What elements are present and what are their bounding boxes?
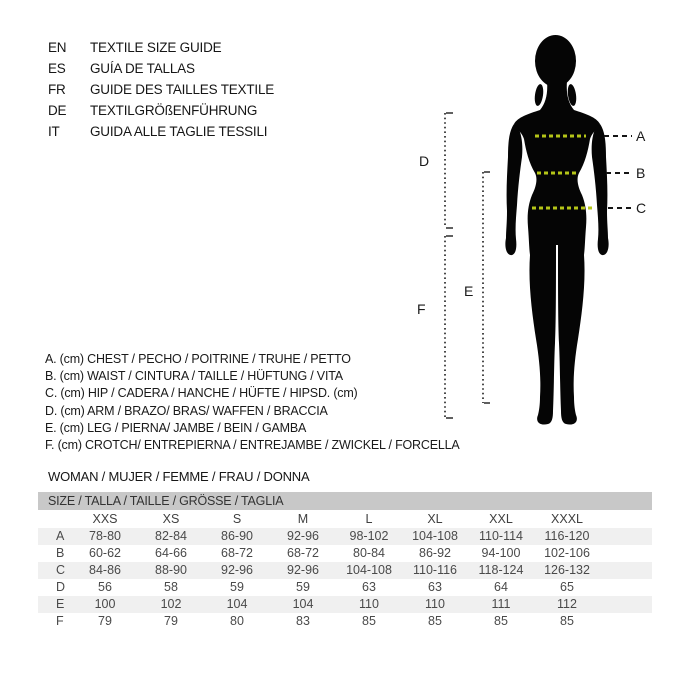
row-value: 63 bbox=[428, 580, 442, 594]
language-title: TEXTILE SIZE GUIDE bbox=[90, 40, 222, 55]
row-value: 86-92 bbox=[419, 546, 451, 560]
size-columns-row bbox=[38, 510, 652, 528]
row-value: 98-102 bbox=[349, 529, 389, 543]
table-row bbox=[38, 528, 652, 545]
language-code: ES bbox=[48, 61, 66, 76]
row-value: 80-84 bbox=[353, 546, 385, 560]
row-letter: E bbox=[56, 597, 65, 611]
size-column-label: S bbox=[232, 512, 242, 526]
table-row bbox=[38, 596, 652, 613]
row-letter: B bbox=[56, 546, 65, 560]
hip-label: C bbox=[636, 200, 647, 216]
row-value: 64-66 bbox=[155, 546, 187, 560]
row-letter: A bbox=[56, 529, 65, 543]
row-value: 110 bbox=[359, 597, 379, 611]
size-column-label: XXL bbox=[489, 512, 513, 526]
size-table-body bbox=[38, 528, 652, 630]
row-value: 100 bbox=[94, 597, 116, 611]
row-value: 111 bbox=[491, 597, 511, 611]
language-code: IT bbox=[48, 124, 60, 139]
row-value: 86-90 bbox=[221, 529, 253, 543]
measurement-item: E. (cm) LEG / PIERNA/ JAMBE / BEIN / GAMBA bbox=[45, 420, 307, 435]
measurement-item: F. (cm) CROTCH/ ENTREPIERNA / ENTREJAMBE / ZWICKEL / FORCELLA bbox=[45, 437, 460, 452]
measurement-legend bbox=[45, 351, 459, 454]
size-column-label: L bbox=[365, 512, 373, 526]
row-value: 82-84 bbox=[155, 529, 187, 543]
row-value: 85 bbox=[494, 614, 508, 628]
row-value: 110-114 bbox=[478, 529, 524, 543]
language-row bbox=[48, 58, 274, 79]
row-letter: C bbox=[56, 563, 66, 577]
language-title: GUIDA ALLE TAGLIE TESSILI bbox=[90, 124, 268, 139]
measurement-item: D. (cm) ARM / BRAZO/ BRAS/ WAFFEN / BRACCIA bbox=[45, 403, 328, 418]
row-value: 84-86 bbox=[89, 563, 121, 577]
row-value: 59 bbox=[296, 580, 310, 594]
leg-label: E bbox=[464, 283, 474, 299]
language-code: FR bbox=[48, 82, 66, 97]
row-value: 104 bbox=[292, 597, 314, 611]
row-value: 104 bbox=[226, 597, 248, 611]
language-row bbox=[48, 37, 274, 58]
row-value: 104-108 bbox=[412, 529, 458, 543]
row-value: 112 bbox=[557, 597, 577, 611]
row-value: 110 bbox=[425, 597, 445, 611]
size-column-label: XXS bbox=[92, 512, 118, 526]
row-value: 58 bbox=[164, 580, 178, 594]
size-column-label: M bbox=[297, 512, 309, 526]
crotch-label: F bbox=[417, 301, 426, 317]
row-value: 94-100 bbox=[481, 546, 521, 560]
row-value: 79 bbox=[98, 614, 112, 628]
size-column-label: XL bbox=[427, 512, 443, 526]
row-value: 116-120 bbox=[544, 529, 590, 543]
row-value: 88-90 bbox=[155, 563, 187, 577]
row-value: 104-108 bbox=[346, 563, 392, 577]
row-value: 102-106 bbox=[544, 546, 590, 560]
row-value: 110-116 bbox=[412, 563, 458, 577]
row-value: 78-80 bbox=[89, 529, 121, 543]
language-row bbox=[48, 100, 274, 121]
chest-label: A bbox=[636, 128, 646, 144]
row-value: 56 bbox=[98, 580, 112, 594]
row-value: 126-132 bbox=[544, 563, 590, 577]
row-value: 92-96 bbox=[287, 529, 319, 543]
row-value: 79 bbox=[164, 614, 178, 628]
row-value: 63 bbox=[362, 580, 376, 594]
size-column-label: XS bbox=[162, 512, 180, 526]
arm-label: D bbox=[419, 153, 430, 169]
language-title: TEXTILGRÖßENFÜHRUNG bbox=[90, 103, 258, 118]
size-table bbox=[38, 492, 652, 630]
row-value: 59 bbox=[230, 580, 244, 594]
language-title: GUÍA DE TALLAS bbox=[90, 61, 195, 76]
row-value: 118-124 bbox=[478, 563, 524, 577]
row-value: 102 bbox=[160, 597, 182, 611]
table-row bbox=[38, 545, 652, 562]
language-title: GUIDE DES TAILLES TEXTILE bbox=[90, 82, 275, 97]
measurement-item: C. (cm) HIP / CADERA / HANCHE / HÜFTE / HIPSD. (cm) bbox=[45, 386, 358, 401]
row-value: 68-72 bbox=[221, 546, 253, 560]
measurement-item: B. (cm) WAIST / CINTURA / TAILLE / HÜFTUNG / VITA bbox=[45, 369, 343, 384]
row-value: 64 bbox=[494, 580, 508, 594]
size-column-label: XXXL bbox=[551, 512, 583, 526]
row-letter: D bbox=[56, 580, 66, 594]
audience-heading: WOMAN / MUJER / FEMME / FRAU / DONNA bbox=[48, 469, 310, 484]
row-value: 85 bbox=[560, 614, 574, 628]
row-value: 80 bbox=[230, 614, 244, 628]
waist-label: B bbox=[636, 165, 646, 181]
row-value: 68-72 bbox=[287, 546, 319, 560]
language-code: DE bbox=[48, 103, 67, 118]
row-value: 85 bbox=[428, 614, 442, 628]
measurement-item: A. (cm) CHEST / PECHO / POITRINE / TRUHE / PETTO bbox=[45, 352, 351, 366]
language-code: EN bbox=[48, 40, 67, 55]
language-title-list bbox=[48, 37, 274, 142]
row-value: 60-62 bbox=[89, 546, 121, 560]
size-columns-spacer bbox=[38, 510, 72, 528]
row-value: 65 bbox=[560, 580, 574, 594]
language-row bbox=[48, 121, 274, 142]
row-value: 92-96 bbox=[287, 563, 319, 577]
row-value: 83 bbox=[296, 614, 310, 628]
table-row bbox=[38, 579, 652, 596]
language-row bbox=[48, 79, 274, 100]
row-value: 85 bbox=[362, 614, 376, 628]
table-row bbox=[38, 613, 652, 630]
table-row bbox=[38, 562, 652, 579]
row-value: 92-96 bbox=[221, 563, 253, 577]
row-letter: F bbox=[56, 614, 64, 628]
woman-silhouette bbox=[505, 35, 608, 425]
size-table-header: SIZE / TALLA / TAILLE / GRÖSSE / TAGLIA bbox=[38, 492, 652, 510]
